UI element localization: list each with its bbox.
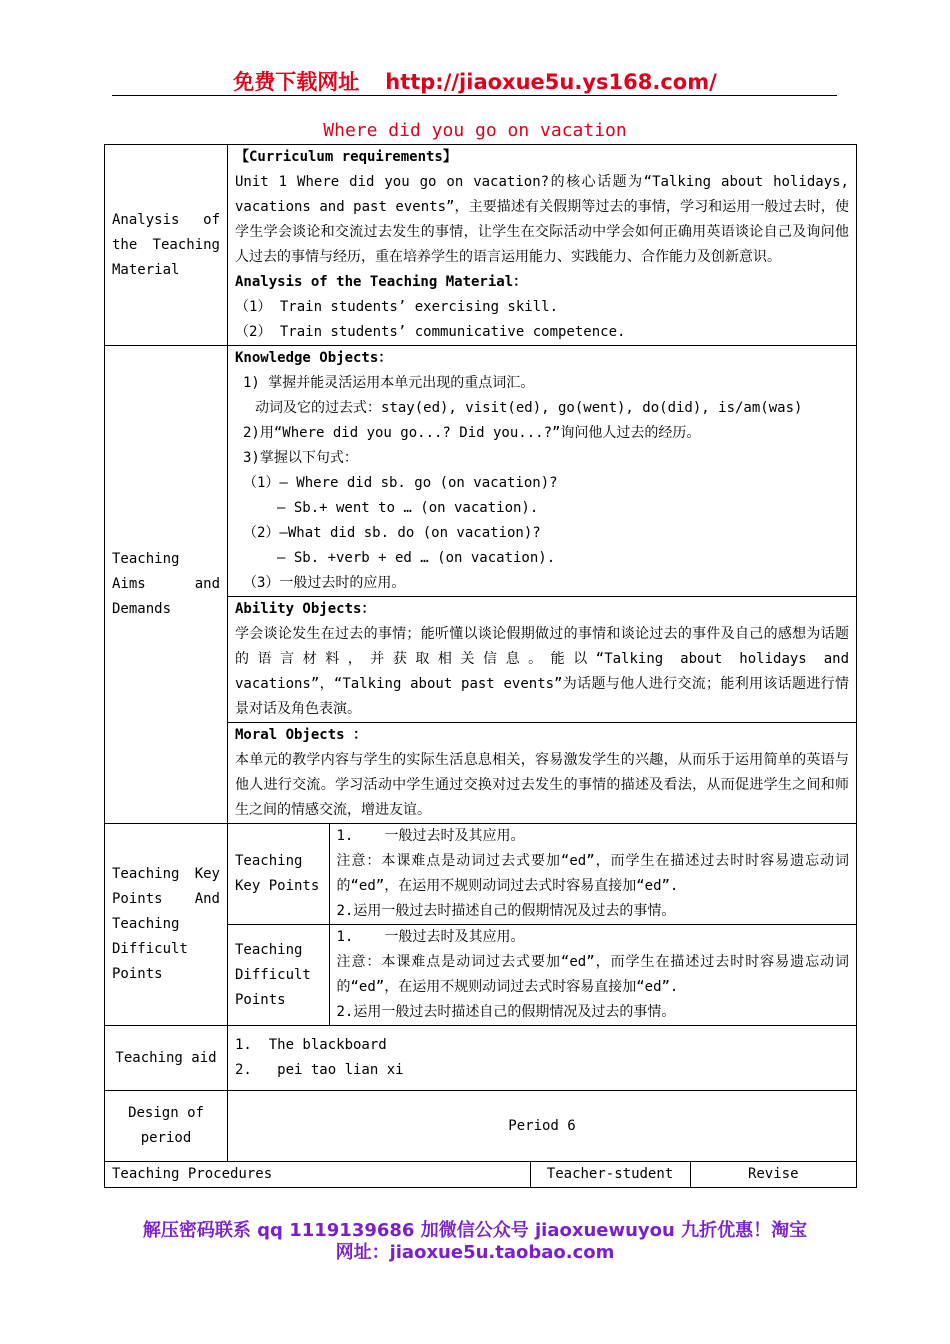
difficult-point-text: 一般过去时及其应用。 bbox=[384, 929, 525, 945]
period-value: Period 6 bbox=[228, 1091, 857, 1162]
knowledge-line: （1）— Where did sb. go (on vacation)? bbox=[243, 475, 558, 491]
aid-content bbox=[228, 1026, 857, 1091]
difficult-point-number: 1. bbox=[336, 929, 354, 945]
header-url-link[interactable]: http://jiaoxue5u.ys168.com/ bbox=[385, 70, 717, 94]
knowledge-heading: Knowledge Objects： bbox=[235, 350, 393, 366]
key-points-content bbox=[228, 824, 857, 1026]
footer-line: 解压密码联系 qq 1119139686 加微信公众号 jiaoxuewuyou 九折优惠！淘宝 bbox=[142, 1220, 808, 1241]
header-label: 免费下载网址 bbox=[233, 70, 360, 94]
knowledge-row bbox=[105, 346, 857, 597]
teacher-student-col-header: Teacher-student bbox=[530, 1162, 690, 1187]
knowledge-content bbox=[228, 346, 857, 597]
header-banner bbox=[0, 66, 950, 96]
analysis-item: （1） Train students’ exercising skill. bbox=[235, 299, 559, 315]
knowledge-line: 2)用“Where did you go...? Did you...?”询问他人过去的经历。 bbox=[243, 425, 701, 441]
aims-label: Teaching Aims and Demands bbox=[105, 346, 228, 824]
aid-item: 2. pei tao lian xi bbox=[235, 1062, 404, 1078]
ability-text: 学会谈论发生在过去的事情；能听懂以谈论假期做过的事情和谈论过去的事件及自己的感想为话题的语言材料，并获取相关信息。能以“Talking about holidays and vacations”，“Talking about past events”为话题与他人进行交流；能利用该话题进行情景对话及角色表演。 bbox=[235, 626, 849, 717]
analysis-label: Analysis of the Teaching Material bbox=[105, 145, 228, 346]
moral-content bbox=[228, 723, 857, 824]
aid-item: 1. The blackboard bbox=[235, 1037, 387, 1053]
key-point-number: 1. bbox=[336, 828, 354, 844]
difficult-point-line bbox=[337, 925, 850, 950]
moral-heading: Moral Objects ： bbox=[235, 727, 368, 743]
difficult-points-sublabel: Teaching Difficult Points bbox=[228, 925, 329, 1026]
ability-heading: Ability Objects： bbox=[235, 601, 376, 617]
knowledge-line: — Sb.+ went to … (on vacation). bbox=[277, 500, 539, 516]
procedures-header bbox=[105, 1162, 856, 1187]
aid-label: Teaching aid bbox=[105, 1026, 228, 1091]
difficult-points-text bbox=[329, 925, 856, 1026]
curriculum-heading: 【Curriculum requirements】 bbox=[235, 149, 457, 165]
period-label: Design of period bbox=[105, 1091, 228, 1162]
key-point-text: 一般过去时及其应用。 bbox=[384, 828, 525, 844]
key-point-line bbox=[337, 824, 850, 849]
knowledge-line: 动词及它的过去式：stay(ed), visit(ed), go(went), do(did), is/am(was) bbox=[255, 400, 803, 416]
header-divider bbox=[112, 95, 837, 96]
key-point-note: 注意：本课难点是动词过去式要加“ed”，而学生在描述过去时时容易遗忘动词的“ed”，在运用不规则动词过去式时容易直接加“ed”. bbox=[336, 853, 849, 894]
knowledge-line: 1) 掌握并能灵活运用本单元出现的重点词汇。 bbox=[243, 375, 535, 391]
key-points-subrow bbox=[228, 824, 856, 925]
footer-link[interactable]: 网址：jiaoxue5u.taobao.com bbox=[335, 1242, 615, 1263]
procedures-subtable bbox=[105, 1162, 856, 1187]
analysis-subheading: Analysis of the Teaching Material： bbox=[235, 274, 528, 290]
key-points-text bbox=[329, 824, 856, 925]
difficult-point-line: 2.运用一般过去时描述自己的假期情况及过去的事情。 bbox=[336, 1004, 676, 1020]
procedures-content bbox=[105, 1162, 857, 1188]
analysis-row bbox=[105, 145, 857, 346]
curriculum-paragraph: Unit 1 Where did you go on vacation?的核心话题为“Talking about holidays, vacations and past events”，主要描述有关假期等过去的事情，学习和运用一般过去时，使学生学会谈论和交流过去发生的事情，让学生在交际活动中学会如何正确用英语谈论自己及询问他人过去的事情与经历，重在培养学生的语言运用能力、实践能力、合作能力及创新意识。 bbox=[235, 174, 849, 265]
key-point-line: 2.运用一般过去时描述自己的假期情况及过去的事情。 bbox=[336, 903, 676, 919]
ability-content bbox=[228, 597, 857, 723]
key-points-subtable bbox=[228, 824, 856, 1025]
procedures-row bbox=[105, 1162, 857, 1188]
procedures-col-header: Teaching Procedures bbox=[105, 1162, 530, 1187]
moral-text: 本单元的教学内容与学生的实际生活息息相关，容易激发学生的兴趣，从而乐于运用简单的英语与他人进行交流。学习活动中学生通过交换对过去发生的事情的描述及看法，从而促进学生之间和师生之间的情感交流，增进友谊。 bbox=[235, 752, 849, 818]
knowledge-line: 3)掌握以下句式： bbox=[243, 450, 358, 466]
key-points-sublabel: Teaching Key Points bbox=[228, 824, 329, 925]
difficult-points-subrow bbox=[228, 925, 856, 1026]
analysis-item: （2） Train students’ communicative competence. bbox=[235, 324, 626, 340]
knowledge-line: — Sb. +verb + ed … (on vacation). bbox=[277, 550, 556, 566]
footer-banner bbox=[0, 1220, 950, 1264]
knowledge-line: （2）—What did sb. do (on vacation)? bbox=[243, 525, 541, 541]
analysis-content bbox=[228, 145, 857, 346]
aid-row bbox=[105, 1026, 857, 1091]
difficult-point-note: 注意：本课难点是动词过去式要加“ed”，而学生在描述过去时时容易遗忘动词的“ed”，在运用不规则动词过去式时容易直接加“ed”. bbox=[336, 954, 849, 995]
knowledge-line: （3）一般过去时的应用。 bbox=[243, 575, 406, 591]
key-points-row bbox=[105, 824, 857, 1026]
key-points-label: Teaching Key Points And Teaching Difficult Points bbox=[105, 824, 228, 1026]
page-title: Where did you go on vacation bbox=[323, 120, 627, 141]
revise-col-header: Revise bbox=[747, 1166, 799, 1182]
lesson-plan-table bbox=[104, 144, 857, 1188]
period-row bbox=[105, 1091, 857, 1162]
